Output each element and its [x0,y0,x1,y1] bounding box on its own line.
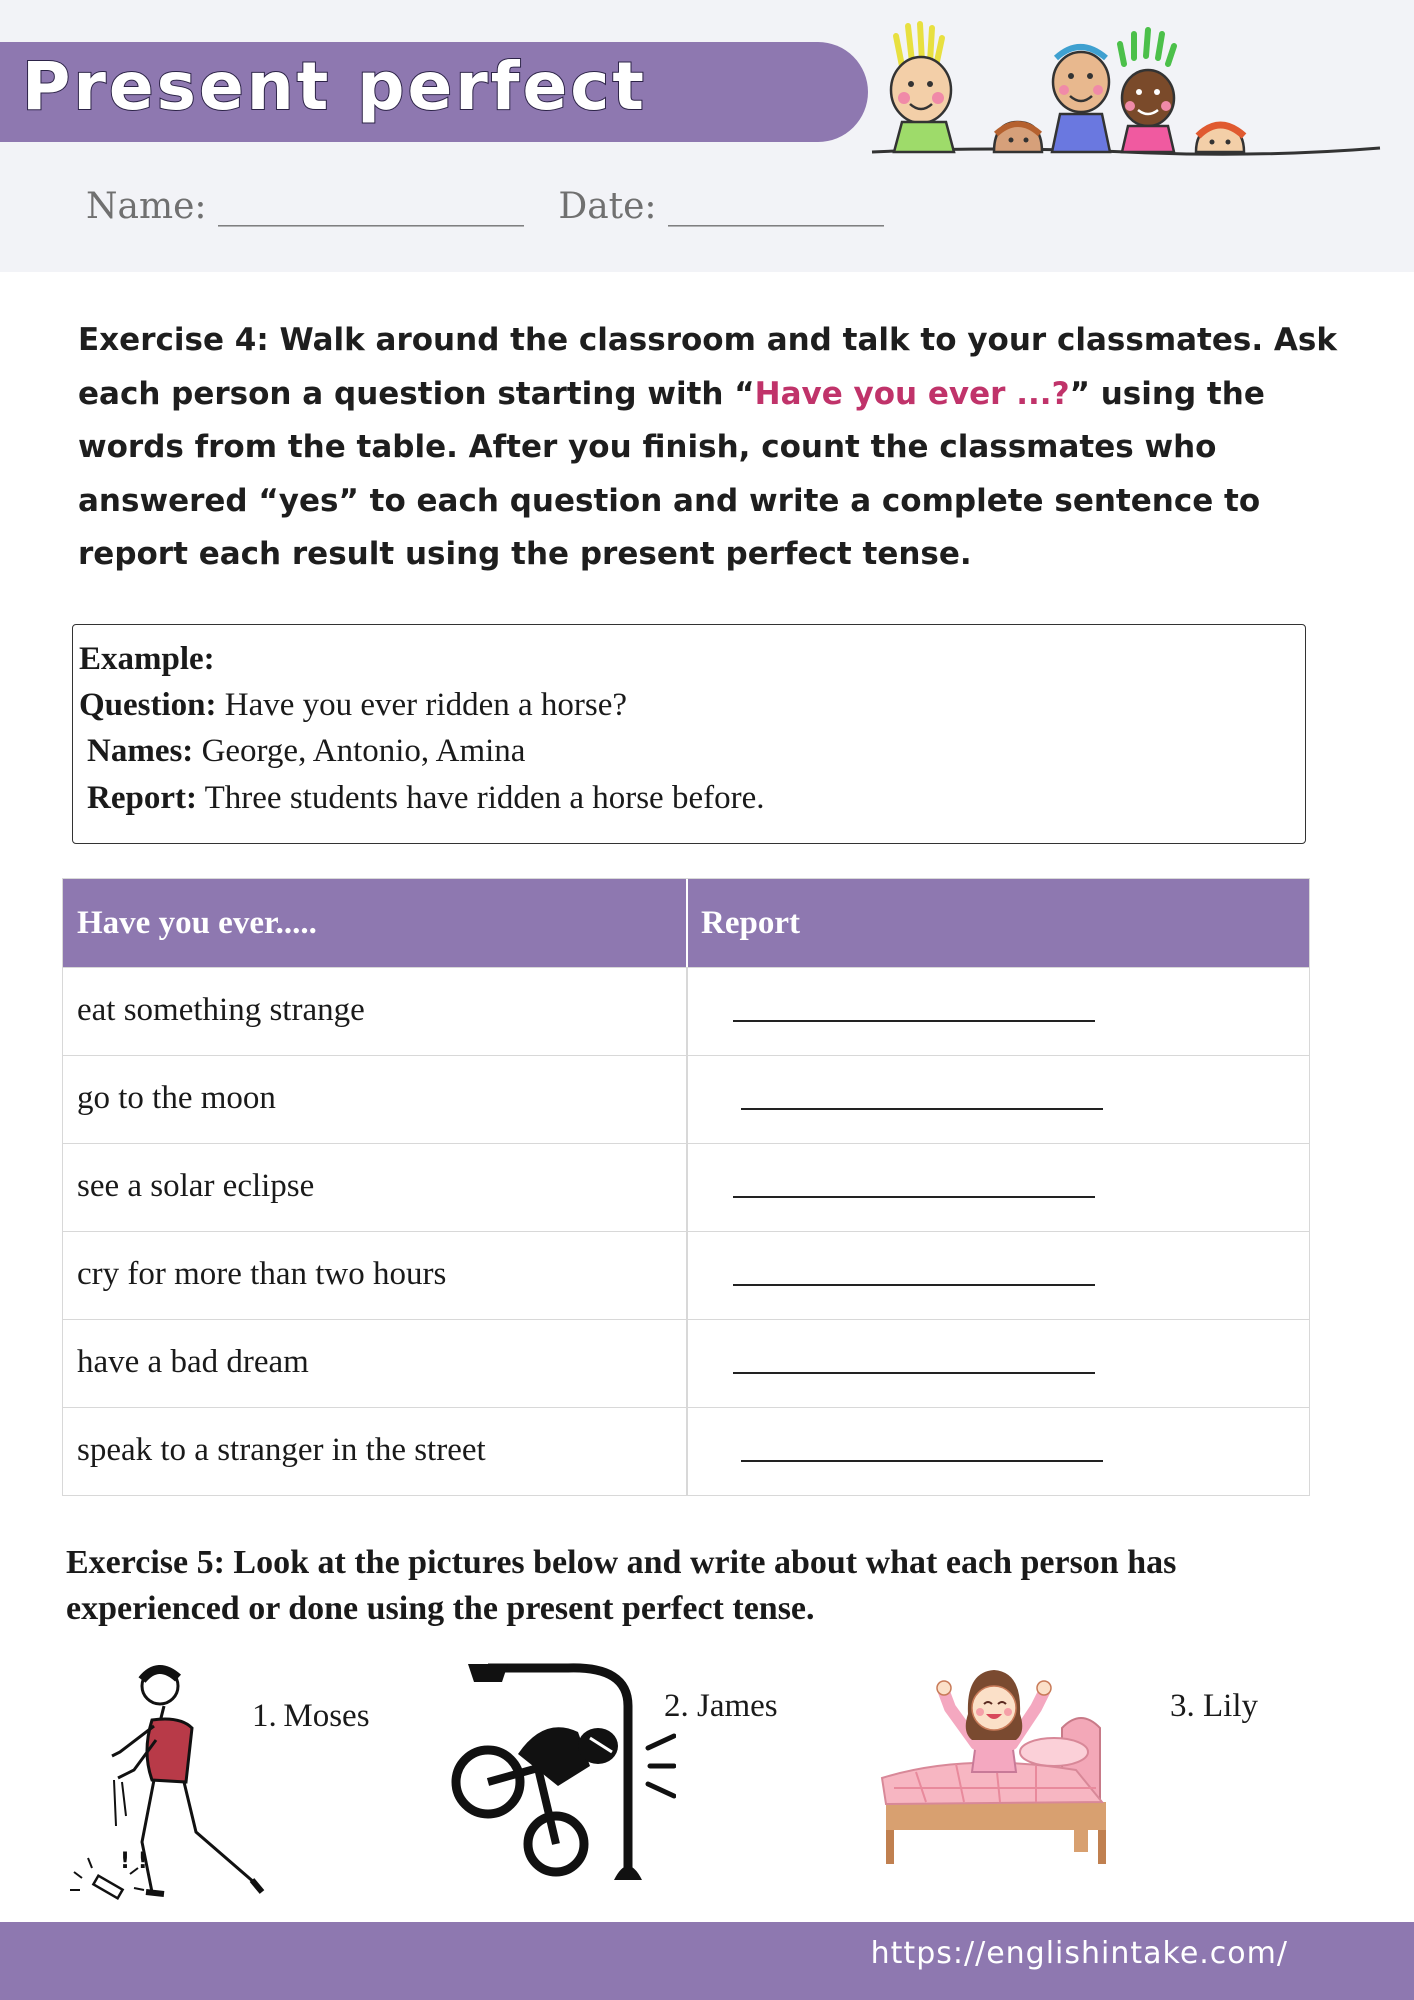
have-you-ever-table [62,878,1310,1496]
row-prompt: have a bad dream [77,1344,309,1380]
picture-1-label: 1. Moses [252,1698,370,1734]
kid-5-figure [1196,125,1244,152]
example-report: Report: Three students have ridden a horse before. [87,780,765,816]
table-header-report: Report [701,905,800,941]
table-row [63,1231,1309,1319]
report-answer-blank[interactable] [733,1020,1095,1022]
svg-text:! !: ! ! [120,1849,148,1874]
exercise-4-text-part2: ” using the words from the table. After you finish, count the classmates who answered “yes” to each question and write a complete sentence to report each result using the present perfect tense. [78,375,1265,572]
table-row [63,1143,1309,1231]
example-box [72,624,1306,844]
kid-2-figure [994,122,1042,152]
exercise-4-text-part1: Exercise 4: Walk around the classroom and talk to your classmates. Ask each person a question starting with “ [78,322,1337,412]
report-answer-blank[interactable] [733,1372,1095,1374]
report-answer-blank[interactable] [741,1460,1103,1462]
row-prompt: go to the moon [77,1080,276,1116]
header-column-divider [686,879,688,967]
report-answer-blank[interactable] [741,1108,1103,1110]
row-prompt: see a solar eclipse [77,1168,315,1204]
example-names: Names: George, Antonio, Amina [87,733,526,769]
lily-waking-up-illustration [876,1652,1136,1874]
table-row [63,1319,1309,1407]
report-answer-blank[interactable] [733,1284,1095,1286]
table-row [63,967,1309,1055]
row-prompt: eat something strange [77,992,365,1028]
footer-url-link[interactable]: https://englishintake.com/ [870,1936,1288,1971]
exercise-4-highlight: Have you ever ...? [754,375,1070,412]
row-prompt: cry for more than two hours [77,1256,447,1292]
picture-3-label: 3. Lily [1170,1688,1258,1724]
footer-bar [0,1922,1414,2000]
example-question: Question: Have you ever ridden a horse? [79,687,628,723]
table-header-have-you-ever: Have you ever..... [77,905,317,941]
name-field[interactable]: Name: _________________ [86,186,524,227]
name-date-line [86,186,884,227]
table-row [63,1407,1309,1495]
kid-3-figure [1052,47,1110,152]
report-answer-blank[interactable] [733,1196,1095,1198]
moses-dropping-phone-illustration [68,1656,268,1906]
row-prompt: speak to a stranger in the street [77,1432,486,1468]
exercise-5-instructions: Exercise 5: Look at the pictures below and write about what each person has experienced or done using the present perfect tense. [66,1544,1177,1627]
example-heading: Example: [79,641,215,677]
table-row [63,1055,1309,1143]
page-title: Present perfect [22,48,647,125]
james-bike-crash-illustration [448,1656,676,1886]
picture-2-label: 2. James [664,1688,778,1724]
exercise-4-instructions [78,314,1338,582]
kids-illustration [866,18,1386,168]
kid-1-figure [891,24,954,152]
date-field[interactable]: Date: ____________ [558,186,884,227]
kid-4-figure [1120,30,1174,152]
